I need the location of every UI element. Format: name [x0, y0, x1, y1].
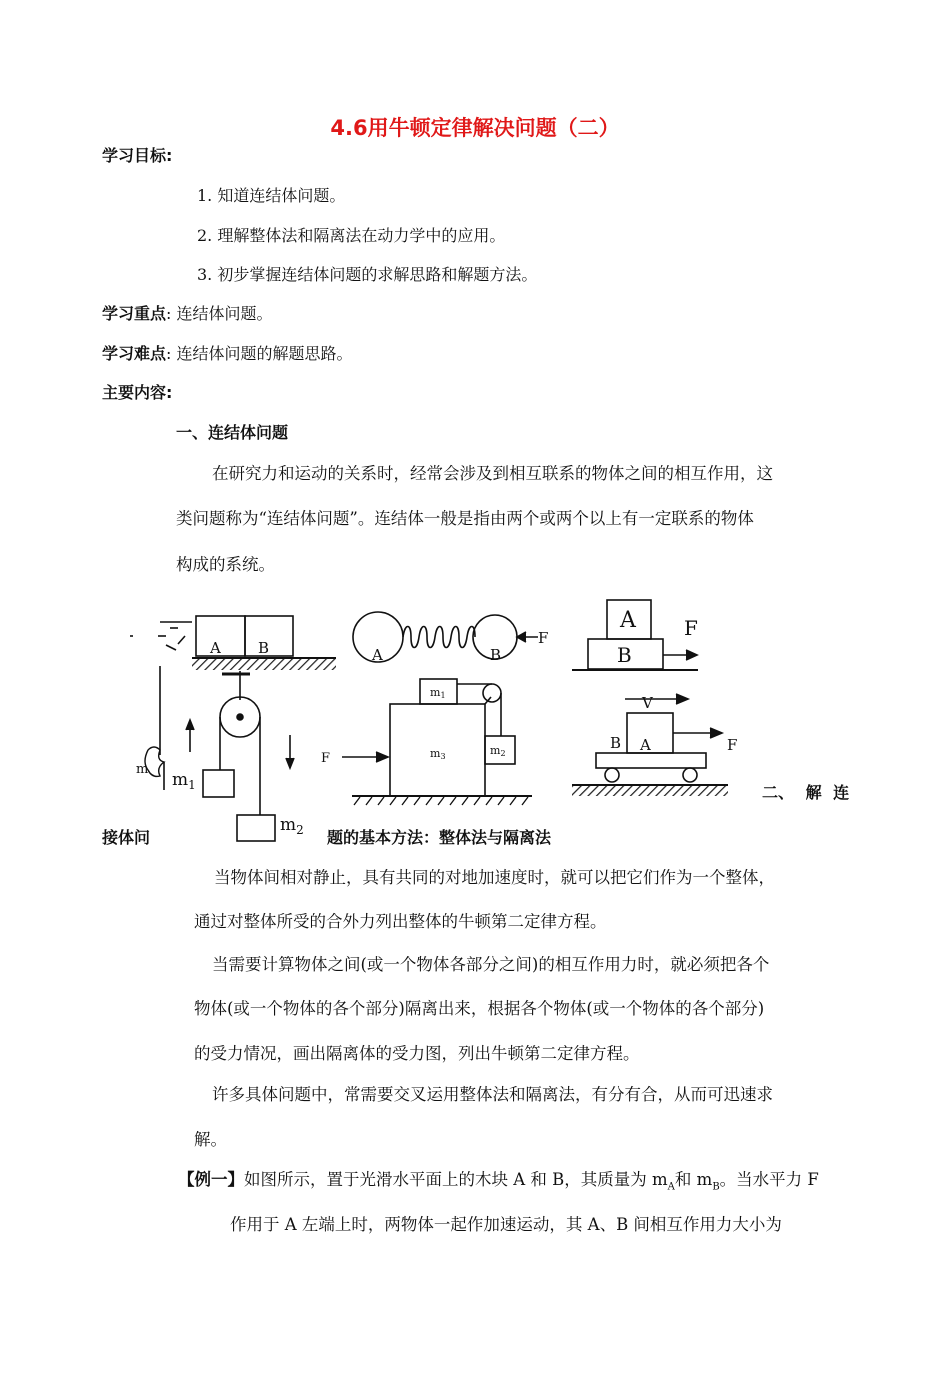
fig3-label-b: B: [617, 643, 632, 667]
fig5-label-f: F: [727, 736, 738, 754]
difficulty-label: 学习难点: [102, 344, 167, 363]
figure-blocks-pulley: [130, 616, 336, 841]
fig2-label-f: F: [538, 629, 549, 647]
main-content-label: 主要内容:: [102, 383, 173, 402]
fig3-label-a: A: [620, 608, 636, 633]
section2-p2-line: 的受力情况，画出隔离体的受力图，列出牛顿第二定律方程。: [194, 1044, 640, 1063]
section2-p2-line: 物体(或一个物体的各个部分)隔离出来，根据各个物体(或一个物体的各个部分): [194, 999, 765, 1018]
page-title: 4.6用牛顿定律解决问题（二）: [330, 116, 620, 140]
section2-p2-line: 当需要计算物体之间(或一个物体各部分之间)的相互作用力时，就必须把各个: [212, 955, 770, 974]
section2-p3-line: 解。: [194, 1130, 227, 1149]
example1-line1: 【例一】如图所示，置于光滑水平面上的木块 A 和 B，其质量为 $m_A$和 $m_B$。当水平力 F: [178, 1170, 819, 1193]
section1-heading: 一、连结体问题: [176, 423, 289, 442]
focus-text: : 连结体问题。: [166, 304, 273, 323]
fig5-label-v: V: [642, 694, 653, 712]
section2-p1-line: 通过对整体所受的合外力列出整体的牛顿第二定律方程。: [194, 912, 607, 931]
fig5-label-a: A: [640, 736, 651, 754]
focus-label: 学习重点: [102, 304, 167, 323]
example1-line2: 作用于 A 左端上时，两物体一起作加速运动，其 A、B 间相互作用力大小为: [230, 1215, 782, 1234]
fig2-label-b: B: [490, 646, 502, 664]
fig3-label-f: F: [684, 616, 698, 640]
fig1-label-m1: $m_1$: [172, 770, 196, 792]
section2-heading-left: 接体问: [102, 828, 151, 847]
fig4-label-f: F: [321, 751, 331, 766]
fig5-label-b: B: [610, 734, 622, 752]
fig1-label-b: B: [258, 639, 270, 657]
objective-item: 2. 理解整体法和隔离法在动力学中的应用。: [197, 226, 506, 245]
difficulty-text: : 连结体问题的解题思路。: [166, 344, 353, 363]
objective-item: 1. 知道连结体问题。: [197, 186, 346, 205]
fig4-label-m3: m3: [430, 747, 446, 761]
section1-line: 构成的系统。: [176, 555, 275, 574]
fig4-label-m2: m2: [490, 744, 506, 758]
section2-heading-mid: 题的基本方法：整体法与隔离法: [327, 828, 552, 847]
section2-p1-line: 当物体间相对静止，具有共同的对地加速度时，就可以把它们作为一个整体，: [214, 868, 775, 887]
fig4-label-m1: m1: [430, 686, 446, 700]
section2-heading-right: 二、 解 连: [762, 783, 850, 802]
objective-item: 3. 初步掌握连结体问题的求解思路和解题方法。: [197, 265, 538, 284]
fig1-label-m2: $m_2$: [280, 815, 304, 837]
example1-label: 【例一】: [178, 1170, 244, 1189]
section2-p3-line: 许多具体问题中，常需要交叉运用整体法和隔离法，有分有合，从而可迅速求: [212, 1085, 773, 1104]
fig2-label-a: A: [372, 646, 383, 664]
section1-line: 在研究力和运动的关系时，经常会涉及到相互联系的物体之间的相互作用，这: [212, 464, 773, 483]
fig1-label-m-left: m: [136, 762, 149, 777]
objectives-label: 学习目标:: [102, 146, 173, 165]
fig1-label-a: A: [210, 639, 221, 657]
section1-line: 类问题称为“连结体问题”。连结体一般是指由两个或两个以上有一定联系的物体: [176, 509, 754, 528]
